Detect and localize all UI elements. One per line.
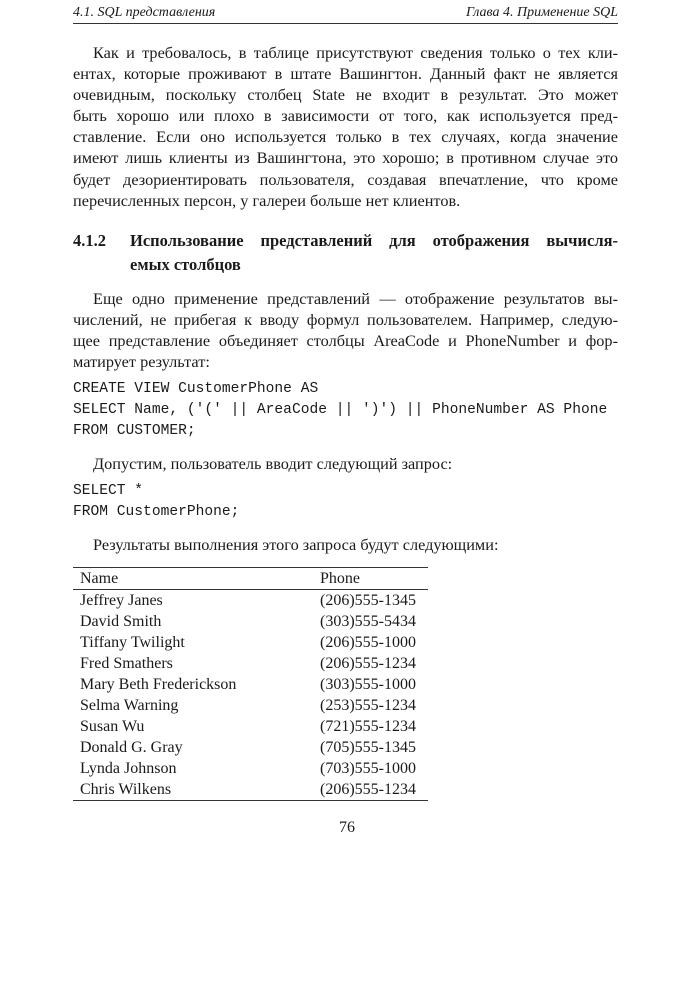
cell-name: Fred Smathers xyxy=(80,655,173,672)
text-line: перечисленных персон, у галереи больше нет клиентов. xyxy=(73,190,461,210)
paragraph-1 xyxy=(73,42,618,211)
text-line: ставление. Если оно используется только в тех случаях, когда значение xyxy=(73,127,618,147)
cell-name: Donald G. Gray xyxy=(80,739,183,756)
cell-phone: (303)555-1000 xyxy=(320,676,416,693)
table-row xyxy=(73,758,428,779)
table-row xyxy=(73,590,428,612)
cell-name: Lynda Johnson xyxy=(80,760,177,777)
text-line: очевидным, поскольку столбец State не входит в результат. Это может xyxy=(73,85,618,105)
cell-phone: (721)555-1234 xyxy=(320,718,416,735)
table-row xyxy=(73,632,428,653)
cell-phone: (705)555-1345 xyxy=(320,739,416,756)
code-line: FROM CUSTOMER; xyxy=(73,423,196,439)
code-block-2 xyxy=(73,481,239,523)
text-line: числений, не прибегая к вводу формул пользователем. Например, следую- xyxy=(73,310,618,330)
header-chapter: Глава 4. Применение SQL xyxy=(466,5,618,20)
text-line: щее представление объединяет столбцы AreaCode и PhoneNumber и фор- xyxy=(73,331,618,351)
cell-name: Tiffany Twilight xyxy=(80,634,185,651)
text-line: имеют лишь клиенты из Вашингтона, это хорошо; в противном случае это xyxy=(73,148,618,168)
cell-phone: (206)555-1234 xyxy=(320,781,416,798)
cell-phone: (206)555-1234 xyxy=(320,655,416,672)
cell-name: David Smith xyxy=(80,613,162,630)
cell-name: Mary Beth Frederickson xyxy=(80,676,237,693)
column-header-name: Name xyxy=(73,568,313,590)
cell-phone: (206)555-1345 xyxy=(320,592,416,609)
text-line: ентах, которые проживают в штате Вашингтон. Данный факт не является xyxy=(73,64,618,84)
code-line: SELECT * xyxy=(73,483,144,499)
text-line: матирует результат: xyxy=(73,352,210,372)
text-line: быть хорошо или плохо в зависимости от того, как используется пред- xyxy=(73,106,618,126)
table-row xyxy=(73,695,428,716)
cell-phone: (253)555-1234 xyxy=(320,697,416,714)
paragraph-2 xyxy=(73,288,618,372)
paragraph-4: Результаты выполнения этого запроса будут следующими: xyxy=(93,535,499,554)
column-header-phone: Phone xyxy=(313,568,428,590)
code-line: CREATE VIEW CustomerPhone AS xyxy=(73,381,319,397)
cell-name: Selma Warning xyxy=(80,697,179,714)
paragraph-3: Допустим, пользователь вводит следующий запрос: xyxy=(93,454,453,473)
code-line: FROM CustomerPhone; xyxy=(73,504,240,520)
section-title-line: Использование представлений для отображения вычисля- xyxy=(130,231,618,250)
cell-phone: (303)555-5434 xyxy=(320,613,416,630)
text-line: Как и требовалось, в таблице присутствуют сведения только о тех кли- xyxy=(93,43,618,62)
table-row xyxy=(73,611,428,632)
code-block-1 xyxy=(73,379,607,442)
table-row xyxy=(73,716,428,737)
cell-name: Susan Wu xyxy=(80,718,145,735)
cell-phone: (206)555-1000 xyxy=(320,634,416,651)
running-header xyxy=(73,3,618,24)
table-row xyxy=(73,779,428,801)
table-row xyxy=(73,674,428,695)
text-line: будет дезориентировать пользователя, создавая впечатление, что кроме xyxy=(73,169,618,189)
section-number: 4.1.2 xyxy=(73,231,106,250)
page-number: 76 xyxy=(339,819,355,836)
cell-name: Chris Wilkens xyxy=(80,781,172,798)
cell-phone: (703)555-1000 xyxy=(320,760,416,777)
text-line: Еще одно применение представлений — отображение результатов вы- xyxy=(93,289,618,308)
results-table xyxy=(73,567,428,801)
code-line: SELECT Name, ('(' || AreaCode || ')') || PhoneNumber AS Phone xyxy=(73,402,608,418)
header-section: 4.1. SQL представления xyxy=(73,5,216,20)
table-row xyxy=(73,737,428,758)
cell-name: Jeffrey Janes xyxy=(80,592,163,609)
table-row xyxy=(73,653,428,674)
section-title-line: емых столбцов xyxy=(130,255,241,274)
